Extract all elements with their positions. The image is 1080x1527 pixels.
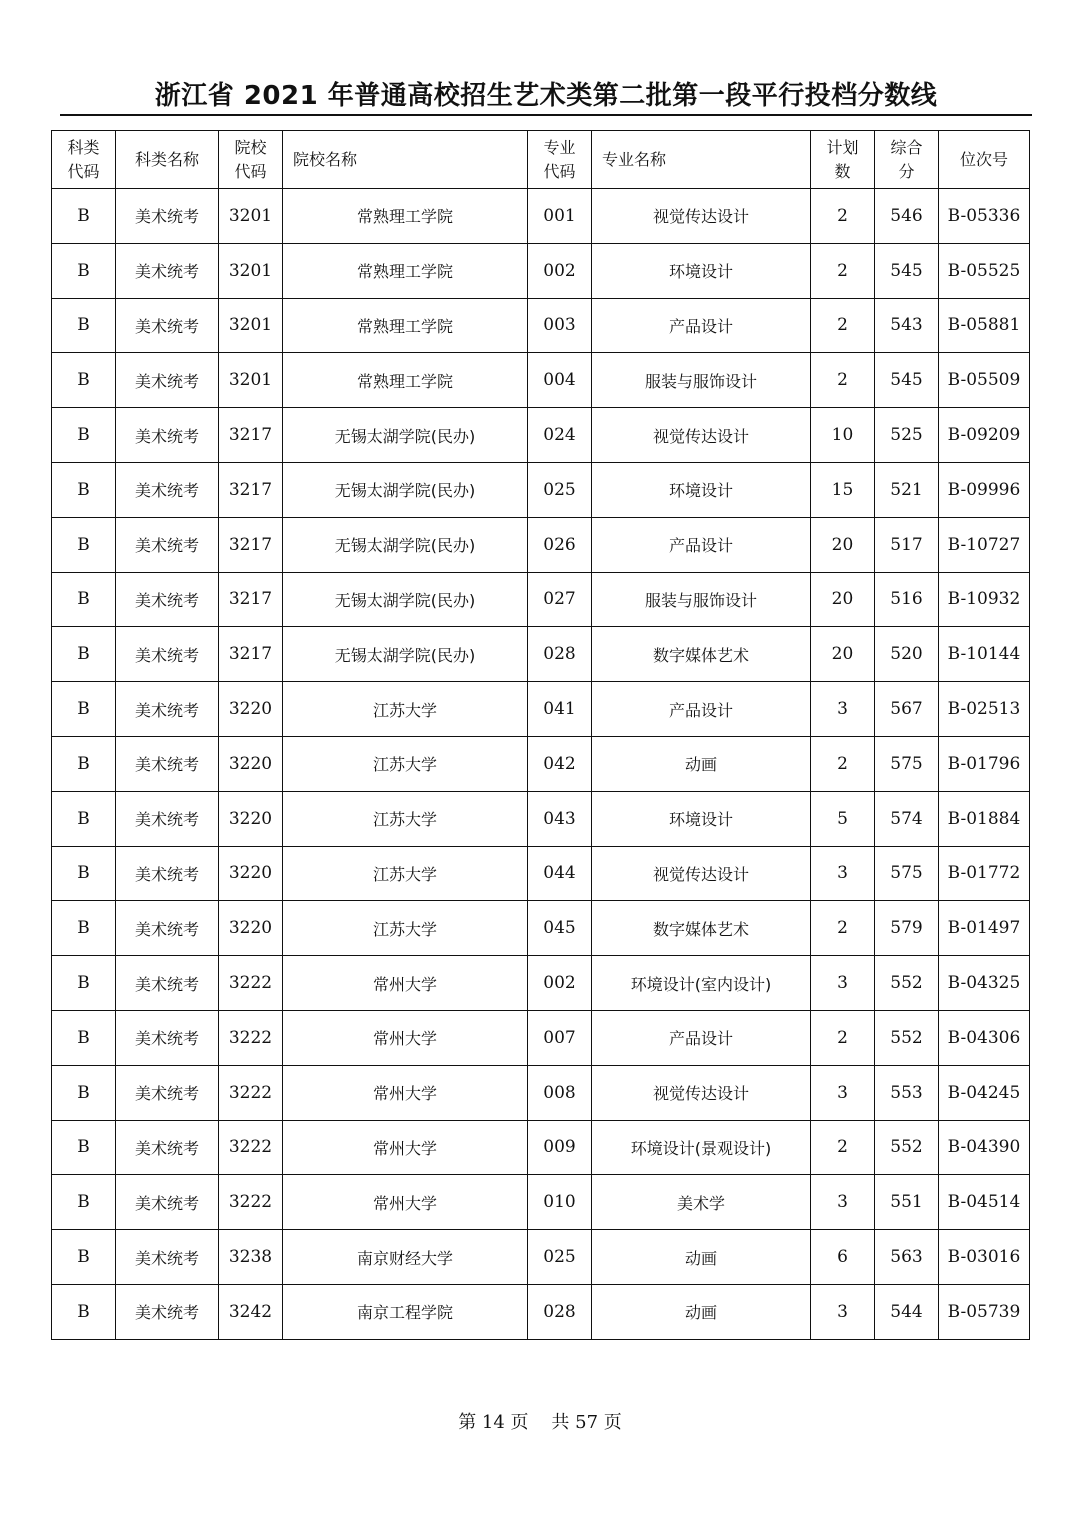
cell-total-score: 551	[875, 1175, 939, 1230]
cell-total-score: 575	[875, 736, 939, 791]
cell-category-name: 美术统考	[116, 956, 219, 1011]
cell-category-name: 美术统考	[116, 1284, 219, 1339]
cell-plan-count: 2	[811, 189, 875, 244]
table-row	[52, 1065, 1030, 1120]
cell-school-name: 常州大学	[283, 1010, 528, 1065]
cell-total-score: 574	[875, 791, 939, 846]
table-row	[52, 791, 1030, 846]
cell-major-name: 产品设计	[592, 298, 811, 353]
cell-school-name: 常州大学	[283, 956, 528, 1011]
cell-major-name: 服装与服饰设计	[592, 353, 811, 408]
cell-total-score: 567	[875, 682, 939, 737]
cell-school-code: 3220	[219, 791, 283, 846]
header-major-code: 专业 代码	[528, 131, 592, 189]
cell-rank: B-05525	[939, 243, 1030, 298]
cell-category-name: 美术统考	[116, 1175, 219, 1230]
cell-plan-count: 6	[811, 1230, 875, 1285]
table-row	[52, 1010, 1030, 1065]
cell-major-code: 004	[528, 353, 592, 408]
cell-rank: B-04390	[939, 1120, 1030, 1175]
cell-category-code: B	[52, 791, 116, 846]
cell-category-code: B	[52, 189, 116, 244]
cell-category-code: B	[52, 736, 116, 791]
cell-major-code: 001	[528, 189, 592, 244]
table-row	[52, 901, 1030, 956]
cell-major-code: 041	[528, 682, 592, 737]
page-footer: 第 14 页 共 57 页	[458, 1412, 622, 1433]
cell-plan-count: 2	[811, 901, 875, 956]
cell-rank: B-10932	[939, 572, 1030, 627]
cell-school-code: 3201	[219, 243, 283, 298]
cell-school-name: 无锡太湖学院(民办)	[283, 408, 528, 463]
cell-school-name: 常熟理工学院	[283, 353, 528, 408]
cell-rank: B-05509	[939, 353, 1030, 408]
table-row	[52, 846, 1030, 901]
header-category-code: 科类 代码	[52, 131, 116, 189]
cell-major-name: 视觉传达设计	[592, 846, 811, 901]
table-row	[52, 627, 1030, 682]
cell-category-code: B	[52, 956, 116, 1011]
cell-major-code: 025	[528, 462, 592, 517]
cell-major-name: 产品设计	[592, 1010, 811, 1065]
table-row	[52, 408, 1030, 463]
cell-major-name: 视觉传达设计	[592, 1065, 811, 1120]
cell-school-name: 南京工程学院	[283, 1284, 528, 1339]
cell-plan-count: 20	[811, 627, 875, 682]
cell-school-name: 无锡太湖学院(民办)	[283, 517, 528, 572]
cell-school-code: 3242	[219, 1284, 283, 1339]
cell-category-name: 美术统考	[116, 627, 219, 682]
cell-rank: B-05336	[939, 189, 1030, 244]
cell-school-name: 无锡太湖学院(民办)	[283, 627, 528, 682]
cell-total-score: 552	[875, 956, 939, 1011]
cell-rank: B-04306	[939, 1010, 1030, 1065]
cell-category-code: B	[52, 1284, 116, 1339]
cell-school-code: 3217	[219, 408, 283, 463]
cell-major-name: 美术学	[592, 1175, 811, 1230]
cell-category-name: 美术统考	[116, 1010, 219, 1065]
cell-school-name: 江苏大学	[283, 682, 528, 737]
cell-category-code: B	[52, 353, 116, 408]
table-row	[52, 736, 1030, 791]
cell-rank: B-05739	[939, 1284, 1030, 1339]
cell-category-name: 美术统考	[116, 408, 219, 463]
cell-major-code: 042	[528, 736, 592, 791]
cell-category-code: B	[52, 682, 116, 737]
cell-rank: B-01497	[939, 901, 1030, 956]
cell-plan-count: 5	[811, 791, 875, 846]
cell-school-name: 常州大学	[283, 1120, 528, 1175]
cell-total-score: 525	[875, 408, 939, 463]
cell-total-score: 521	[875, 462, 939, 517]
cell-plan-count: 2	[811, 298, 875, 353]
cell-total-score: 543	[875, 298, 939, 353]
cell-major-code: 043	[528, 791, 592, 846]
cell-category-code: B	[52, 462, 116, 517]
cell-major-name: 动画	[592, 736, 811, 791]
cell-category-name: 美术统考	[116, 901, 219, 956]
cell-category-name: 美术统考	[116, 791, 219, 846]
cell-plan-count: 3	[811, 1065, 875, 1120]
cell-total-score: 517	[875, 517, 939, 572]
cell-category-code: B	[52, 627, 116, 682]
header-rank: 位次号	[939, 131, 1030, 189]
cell-category-code: B	[52, 572, 116, 627]
cell-plan-count: 2	[811, 1010, 875, 1065]
cell-category-name: 美术统考	[116, 298, 219, 353]
header-category-name: 科类名称	[116, 131, 219, 189]
cell-category-name: 美术统考	[116, 462, 219, 517]
cell-major-name: 数字媒体艺术	[592, 901, 811, 956]
cell-plan-count: 3	[811, 1175, 875, 1230]
table-row	[52, 682, 1030, 737]
cell-category-code: B	[52, 298, 116, 353]
cell-rank: B-02513	[939, 682, 1030, 737]
cell-category-code: B	[52, 901, 116, 956]
table-row	[52, 189, 1030, 244]
cell-total-score: 579	[875, 901, 939, 956]
cell-plan-count: 10	[811, 408, 875, 463]
cell-rank: B-01772	[939, 846, 1030, 901]
cell-total-score: 544	[875, 1284, 939, 1339]
cell-total-score: 546	[875, 189, 939, 244]
cell-school-name: 常州大学	[283, 1175, 528, 1230]
cell-major-code: 009	[528, 1120, 592, 1175]
cell-rank: B-09996	[939, 462, 1030, 517]
table-row	[52, 1284, 1030, 1339]
cell-major-name: 视觉传达设计	[592, 408, 811, 463]
cell-plan-count: 3	[811, 956, 875, 1011]
cell-school-code: 3201	[219, 353, 283, 408]
table-body	[52, 189, 1030, 1340]
cell-major-code: 002	[528, 956, 592, 1011]
cell-major-code: 026	[528, 517, 592, 572]
cell-school-name: 常州大学	[283, 1065, 528, 1120]
table-row	[52, 243, 1030, 298]
cell-major-code: 024	[528, 408, 592, 463]
cell-major-name: 环境设计	[592, 243, 811, 298]
cell-major-code: 027	[528, 572, 592, 627]
cell-major-name: 产品设计	[592, 517, 811, 572]
cell-school-code: 3238	[219, 1230, 283, 1285]
cell-category-code: B	[52, 1065, 116, 1120]
cell-plan-count: 3	[811, 1284, 875, 1339]
cell-school-name: 南京财经大学	[283, 1230, 528, 1285]
table-row	[52, 298, 1030, 353]
cell-major-code: 028	[528, 627, 592, 682]
cell-plan-count: 3	[811, 682, 875, 737]
cell-category-code: B	[52, 1175, 116, 1230]
header-school-code: 院校 代码	[219, 131, 283, 189]
cell-rank: B-01884	[939, 791, 1030, 846]
cell-total-score: 545	[875, 353, 939, 408]
cell-major-name: 产品设计	[592, 682, 811, 737]
cell-category-name: 美术统考	[116, 1120, 219, 1175]
cell-rank: B-04245	[939, 1065, 1030, 1120]
cell-category-code: B	[52, 1010, 116, 1065]
cell-major-name: 动画	[592, 1284, 811, 1339]
cell-major-name: 数字媒体艺术	[592, 627, 811, 682]
cell-school-code: 3217	[219, 462, 283, 517]
cell-school-code: 3201	[219, 298, 283, 353]
cell-major-name: 环境设计(景观设计)	[592, 1120, 811, 1175]
cell-plan-count: 3	[811, 846, 875, 901]
header-plan-count: 计划 数	[811, 131, 875, 189]
cell-total-score: 516	[875, 572, 939, 627]
cell-major-code: 002	[528, 243, 592, 298]
cell-school-name: 常熟理工学院	[283, 243, 528, 298]
cell-total-score: 575	[875, 846, 939, 901]
cell-total-score: 563	[875, 1230, 939, 1285]
cell-rank: B-04514	[939, 1175, 1030, 1230]
cell-school-code: 3220	[219, 846, 283, 901]
cell-major-name: 服装与服饰设计	[592, 572, 811, 627]
table-row	[52, 572, 1030, 627]
cell-school-name: 无锡太湖学院(民办)	[283, 462, 528, 517]
cell-major-name: 视觉传达设计	[592, 189, 811, 244]
cell-rank: B-01796	[939, 736, 1030, 791]
cell-category-code: B	[52, 1120, 116, 1175]
cell-school-name: 江苏大学	[283, 736, 528, 791]
title-underline	[60, 114, 1032, 116]
admission-score-table	[51, 130, 1030, 1340]
cell-school-code: 3220	[219, 736, 283, 791]
cell-plan-count: 2	[811, 1120, 875, 1175]
cell-major-code: 008	[528, 1065, 592, 1120]
cell-school-code: 3222	[219, 1175, 283, 1230]
cell-category-name: 美术统考	[116, 572, 219, 627]
cell-category-name: 美术统考	[116, 736, 219, 791]
cell-school-name: 常熟理工学院	[283, 298, 528, 353]
cell-major-code: 025	[528, 1230, 592, 1285]
cell-category-name: 美术统考	[116, 846, 219, 901]
table-row	[52, 1175, 1030, 1230]
cell-school-code: 3217	[219, 517, 283, 572]
table-row	[52, 1120, 1030, 1175]
cell-plan-count: 20	[811, 517, 875, 572]
cell-major-code: 010	[528, 1175, 592, 1230]
cell-category-name: 美术统考	[116, 1065, 219, 1120]
cell-total-score: 545	[875, 243, 939, 298]
cell-category-code: B	[52, 1230, 116, 1285]
cell-major-code: 028	[528, 1284, 592, 1339]
cell-category-name: 美术统考	[116, 1230, 219, 1285]
cell-rank: B-05881	[939, 298, 1030, 353]
cell-total-score: 520	[875, 627, 939, 682]
cell-major-code: 007	[528, 1010, 592, 1065]
cell-school-code: 3220	[219, 682, 283, 737]
cell-rank: B-10727	[939, 517, 1030, 572]
cell-school-name: 江苏大学	[283, 791, 528, 846]
table-row	[52, 517, 1030, 572]
cell-category-name: 美术统考	[116, 353, 219, 408]
cell-major-code: 044	[528, 846, 592, 901]
cell-category-name: 美术统考	[116, 243, 219, 298]
cell-rank: B-04325	[939, 956, 1030, 1011]
cell-major-name: 环境设计	[592, 791, 811, 846]
cell-plan-count: 20	[811, 572, 875, 627]
cell-plan-count: 2	[811, 353, 875, 408]
cell-major-name: 动画	[592, 1230, 811, 1285]
cell-category-name: 美术统考	[116, 682, 219, 737]
cell-category-code: B	[52, 408, 116, 463]
header-total-score: 综合 分	[875, 131, 939, 189]
cell-category-name: 美术统考	[116, 189, 219, 244]
header-school-name: 院校名称	[283, 131, 528, 189]
cell-rank: B-10144	[939, 627, 1030, 682]
cell-school-name: 无锡太湖学院(民办)	[283, 572, 528, 627]
document-title: 浙江省 2021 年普通高校招生艺术类第二批第一段平行投档分数线	[154, 81, 938, 111]
cell-school-code: 3201	[219, 189, 283, 244]
cell-school-code: 3217	[219, 627, 283, 682]
cell-school-name: 江苏大学	[283, 901, 528, 956]
cell-rank: B-03016	[939, 1230, 1030, 1285]
cell-category-code: B	[52, 846, 116, 901]
cell-total-score: 552	[875, 1120, 939, 1175]
cell-school-code: 3222	[219, 1010, 283, 1065]
cell-total-score: 553	[875, 1065, 939, 1120]
table-row	[52, 353, 1030, 408]
cell-major-name: 环境设计(室内设计)	[592, 956, 811, 1011]
table-row	[52, 956, 1030, 1011]
cell-major-code: 045	[528, 901, 592, 956]
cell-school-name: 常熟理工学院	[283, 189, 528, 244]
cell-category-name: 美术统考	[116, 517, 219, 572]
cell-school-code: 3222	[219, 956, 283, 1011]
cell-school-code: 3217	[219, 572, 283, 627]
cell-plan-count: 2	[811, 736, 875, 791]
cell-plan-count: 2	[811, 243, 875, 298]
cell-total-score: 552	[875, 1010, 939, 1065]
cell-school-code: 3222	[219, 1065, 283, 1120]
cell-rank: B-09209	[939, 408, 1030, 463]
table-row	[52, 462, 1030, 517]
header-major-name: 专业名称	[592, 131, 811, 189]
cell-school-code: 3220	[219, 901, 283, 956]
cell-major-code: 003	[528, 298, 592, 353]
cell-plan-count: 15	[811, 462, 875, 517]
table-header-row	[52, 131, 1030, 189]
cell-category-code: B	[52, 243, 116, 298]
cell-major-name: 环境设计	[592, 462, 811, 517]
cell-school-code: 3222	[219, 1120, 283, 1175]
cell-category-code: B	[52, 517, 116, 572]
cell-school-name: 江苏大学	[283, 846, 528, 901]
table-row	[52, 1230, 1030, 1285]
